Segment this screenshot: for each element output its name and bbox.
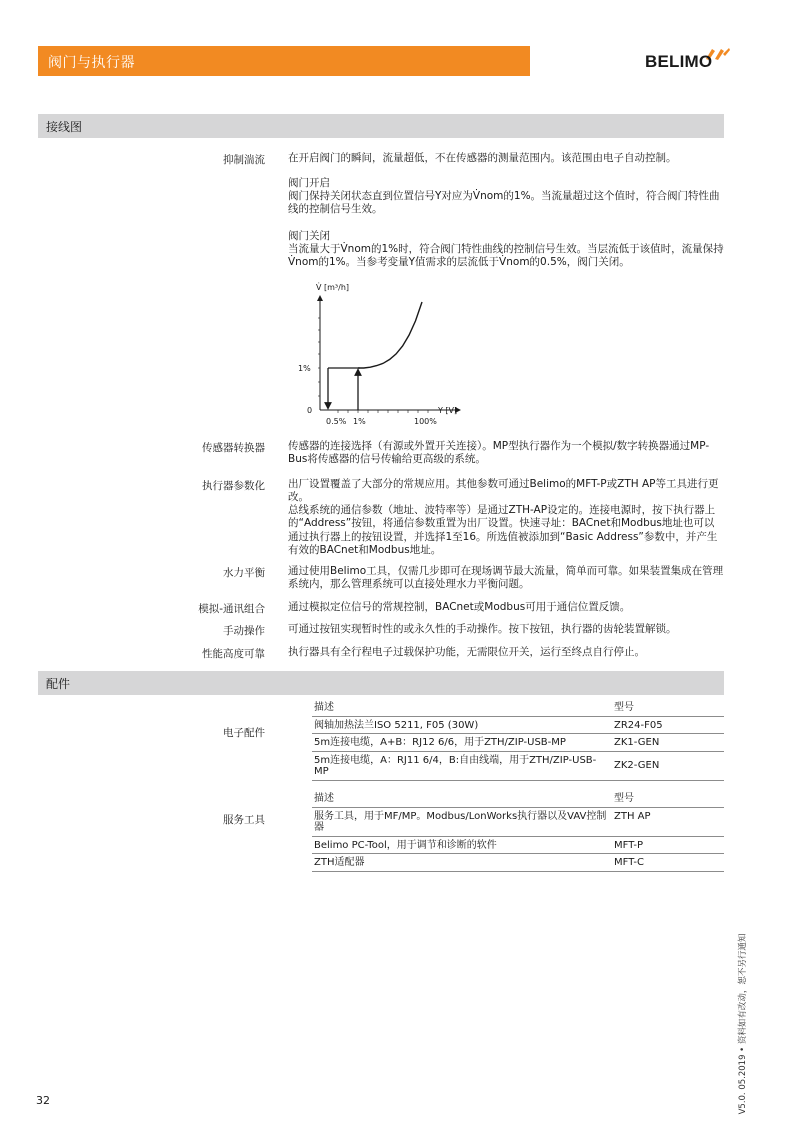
section-header-wiring: [38, 114, 724, 138]
col-model-header: 型号: [614, 793, 634, 804]
table-row: [312, 836, 724, 854]
label-balance: 水力平衡: [223, 567, 265, 579]
row-desc: 5m连接电缆，A+B：RJ12 6/6，用于ZTH/ZIP-USB-MP: [314, 737, 566, 748]
text-valve-open: 阀门保持关闭状态直到位置信号Y对应为V̇nom的1%。当流量超过这个值时，符合阀门特性曲线的控制信号生效。: [288, 190, 720, 216]
heading-valve-open: 阀门开启: [288, 177, 330, 189]
y-tick-label-1: 1%: [298, 364, 311, 373]
text-manual: 可通过按钮实现暂时性的或永久性的手动操作。按下按钮，执行器的齿轮装置解锁。: [288, 623, 677, 635]
section-title: 配件: [46, 677, 71, 691]
heading-valve-close: 阀门关闭: [288, 230, 330, 242]
flow-characteristic-chart: [290, 280, 470, 430]
row-model: ZK2-GEN: [614, 760, 660, 772]
page-number: 32: [36, 1094, 50, 1107]
text-suppress: 在开启阀门的瞬间，流量超低，不在传感器的测量范围内。该范围由电子自动控制。: [288, 152, 677, 164]
label-electrical: 电子配件: [223, 727, 265, 739]
header-title-bar: [38, 46, 530, 76]
col-desc-header: 描述: [314, 793, 334, 804]
logo-text: BELIMO: [645, 52, 713, 71]
text-combo: 通过模拟定位信号的常规控制，BACnet或Modbus可用于通信位置反馈。: [288, 601, 631, 613]
table-header-row: [312, 700, 724, 716]
col-model-header: 型号: [614, 702, 634, 713]
label-manual: 手动操作: [223, 625, 265, 637]
row-model: ZK1-GEN: [614, 737, 660, 748]
section-header-accessories: [38, 671, 724, 695]
col-desc-header: 描述: [314, 702, 334, 713]
row-model: MFT-P: [614, 839, 644, 851]
text-balance: 通过使用Belimo工具，仅需几步即可在现场调节最大流量，简单而可靠。如果装置集成在管理系统内，那么管理系统可以直接处理水力平衡问题。: [288, 565, 724, 591]
service-tools-table: [312, 791, 724, 872]
row-model: ZR24-F05: [614, 719, 663, 731]
table-row: [312, 734, 724, 752]
row-desc: 5m连接电缆，A：RJ11 6/4，B:自由线端，用于ZTH/ZIP-USB-MP: [314, 754, 597, 777]
y-tick-label-0: 0: [307, 406, 313, 415]
text-param-2: 总线系统的通信参数（地址、波特率等）是通过ZTH-AP设定的。连接电源时，按下执行器上的“Address”按钮，将通信参数重置为出厂设置。快速寻址：BACnet和Modbus地址也可以通过执行器上的按钮设置，并选择1至16。所选值被添加到“Basic Address”参数中，并产生有效的BACnet和Modbus地址。: [288, 504, 718, 557]
x-axis-label: Y [V]: [438, 406, 458, 415]
table-header-row: [312, 791, 724, 807]
x-tick-label-0: 0.5%: [326, 417, 347, 426]
characteristic-curve: [358, 302, 422, 368]
label-service: 服务工具: [223, 814, 265, 826]
table-row: [312, 716, 724, 734]
text-param-1: 出厂设置覆盖了大部分的常规应用。其他参数可通过Belimo的MFT-P或ZTH AP等工具进行更改。: [288, 478, 719, 504]
electrical-accessories-table: [312, 700, 724, 781]
table-row: [312, 751, 724, 780]
belimo-logo: [645, 46, 735, 76]
x-tick-label-2: 100%: [414, 417, 437, 426]
label-sensor: 传感器转换器: [202, 442, 265, 454]
text-reliability: 执行器具有全行程电子过载保护功能，无需限位开关，运行至终点自行停止。: [288, 646, 645, 658]
row-model: MFT-C: [614, 857, 644, 868]
label-param: 执行器参数化: [202, 480, 265, 492]
page-title: 阀门与执行器: [48, 55, 135, 71]
text-valve-close: 当流量大于V̇nom的1%时，符合阀门特性曲线的控制信号生效。当层流低于该值时，流量保持V̇nom的1%。当参考变量Y值需求的层流低于V̇nom的0.5%，阀门关闭。: [288, 243, 724, 269]
table-row: [312, 807, 724, 836]
label-reliability: 性能高度可靠: [202, 648, 265, 660]
text-sensor: 传感器的连接选择（有源或外置开关连接）。MP型执行器作为一个模拟/数字转换器通过MP-Bus将传感器的信号传输给更高级的系统。: [288, 440, 710, 466]
row-desc: 服务工具，用于MF/MP。Modbus/LonWorks执行器以及VAV控制器: [314, 810, 607, 833]
x-tick-label-1: 1%: [353, 417, 366, 426]
section-title: 接线图: [46, 120, 83, 134]
y-axis-label: V̇ [m³/h]: [316, 283, 350, 292]
row-desc: Belimo PC-Tool，用于调节和诊断的软件: [314, 839, 497, 851]
row-desc: 阀轴加热法兰ISO 5211, F05 (30W): [314, 719, 479, 731]
label-combo: 模拟-通讯组合: [198, 603, 265, 615]
version-note: V5.0. 05.2019 • 资料如有改动，恕不另行通知: [738, 933, 748, 1115]
row-desc: ZTH适配器: [314, 857, 365, 868]
row-model: ZTH AP: [614, 810, 651, 822]
label-suppress: 抑制湍流: [223, 154, 265, 166]
table-row: [312, 854, 724, 872]
